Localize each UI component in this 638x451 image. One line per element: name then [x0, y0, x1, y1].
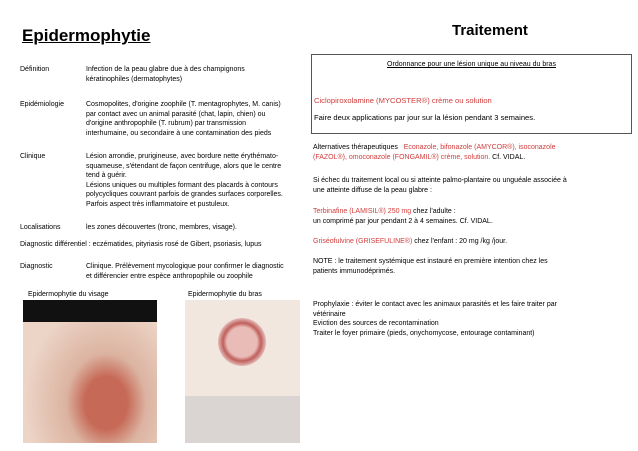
- alternatives-drugs-1: Econazole, bifonazole (AMYCOR®), isoconazole: [403, 144, 556, 151]
- failure-text: [313, 176, 625, 195]
- row-label: Définition: [20, 66, 50, 73]
- row-line: Clinique. Prélèvement mycologique pour confirmer le diagnostic: [86, 263, 284, 270]
- terbinafine-line-1: [313, 207, 625, 217]
- griseofulvine-line: [313, 237, 625, 247]
- note-line: NOTE : le traitement systémique est instauré en première intention chez les: [313, 258, 548, 265]
- photo-caption-bras: Epidermophytie du bras: [188, 291, 262, 298]
- row-line: Cosmopolites, d'origine zoophile (T. mentagrophytes, M. canis): [86, 101, 281, 108]
- ordonnance-box: [311, 54, 632, 134]
- photo-caption-visage: Epidermophytie du visage: [28, 291, 109, 298]
- griseofulvine: [313, 237, 625, 247]
- row-text: [86, 262, 311, 281]
- row-line: Parfois aspect très inflammatoire et pustuleux.: [86, 200, 230, 208]
- row-text: [86, 65, 311, 84]
- alternatives-prefix: Alternatives thérapeutiques: [313, 144, 398, 151]
- alternatives: [313, 143, 625, 162]
- prophylaxie-line: Eviction des sources de recontamination: [313, 320, 439, 328]
- prophylaxie-line: Traiter le foyer primaire (pieds, onychomycose, entourage contaminant): [313, 329, 535, 337]
- terbinafine-line-2: un comprimé par jour pendant 2 à 4 semaines. Cf. VIDAL.: [313, 217, 493, 225]
- face-photo: [23, 300, 157, 443]
- row-line: Infection de la peau glabre due à des champignons: [86, 66, 245, 73]
- alternatives-drugs-2: (FAZOL®), omoconazole (FONGAMIL®) crème, solution.: [313, 153, 491, 161]
- row-line: les zones découvertes (tronc, membres, visage).: [86, 224, 237, 231]
- prophylaxie-line: vétérinaire: [313, 310, 346, 318]
- diagnostic-differentiel: Diagnostic différentiel : eczématides, pityriasis rosé de Gibert, psoriasis, lupus: [20, 241, 262, 248]
- prophylaxie-line: Prophylaxie : éviter le contact avec les animaux parasités et les faire traiter par: [313, 301, 557, 308]
- alternatives-line-2: [313, 153, 625, 163]
- terbinafine: [313, 207, 625, 226]
- arm-photo: [185, 300, 300, 443]
- row-line: tend à guérir.: [86, 172, 127, 180]
- failure-line: une atteinte diffuse de la peau glabre :: [313, 186, 432, 194]
- eye-mask-bar: [23, 300, 157, 322]
- row-line: d'origine anthropophile (T. rubrum) par transmission: [86, 120, 247, 128]
- left-title: Epidermophytie: [22, 26, 151, 45]
- right-title: Traitement: [452, 22, 528, 39]
- row-line: interhumaine, ou secondaire à une contamination des pieds: [86, 129, 272, 137]
- terbinafine-rest: chez l'adulte :: [411, 208, 456, 215]
- prophylaxie: [313, 300, 625, 338]
- row-text: [86, 152, 311, 210]
- note-line: patients immunodéprimés.: [313, 267, 396, 275]
- ordonnance-heading: Ordonnance pour une lésion unique au niveau du bras: [387, 61, 556, 68]
- griseofulvine-drug: Grisé​ofulvine (GRISEFULINE®): [313, 238, 413, 245]
- row-line: et différencier entre espèce anthropophile ou zoophile: [86, 272, 253, 280]
- ring-lesion: [218, 318, 266, 366]
- row-line: polycycliques couvrant parfois de grandes surfaces corporelles.: [86, 191, 283, 199]
- row-line: squameuse, s'étendant de façon centrifuge, alors que le centre: [86, 162, 282, 170]
- row-line: par contact avec un animal parasité (chat, lapin, chien) ou: [86, 110, 266, 118]
- griseofulvine-rest: chez l'enfant : 20 mg /kg /jour.: [412, 238, 508, 245]
- arm-lower-area: [185, 396, 300, 443]
- alternatives-suffix: Cf. VIDAL.: [490, 153, 526, 161]
- ordonnance-drug: Ciclopiroxolamine (MYCOSTER®) crème ou solution: [314, 96, 492, 105]
- row-label: Localisations: [20, 224, 61, 231]
- alternatives-line-1: [313, 143, 625, 153]
- note: [313, 257, 625, 276]
- row-text: [86, 223, 311, 233]
- row-line: Lésions uniques ou multiples formant des placards à contours: [86, 181, 278, 189]
- failure-line: Si échec du traitement local ou si atteinte palmo-plantaire ou unguéale associée à: [313, 177, 567, 184]
- row-label: Diagnostic: [20, 263, 53, 270]
- ordonnance-instructions: Faire deux applications par jour sur la lésion pendant 3 semaines.: [314, 113, 536, 122]
- row-line: Lésion arrondie, prurigineuse, avec bordure nette érythémato-: [86, 153, 279, 160]
- row-line: kératinophiles (dermatophytes): [86, 75, 183, 83]
- row-label: Epidémiologie: [20, 101, 64, 108]
- row-label: Clinique: [20, 153, 46, 160]
- row-text: [86, 100, 311, 138]
- terbinafine-drug: Terbinafine (LAMISIL®) 250 mg: [313, 208, 412, 215]
